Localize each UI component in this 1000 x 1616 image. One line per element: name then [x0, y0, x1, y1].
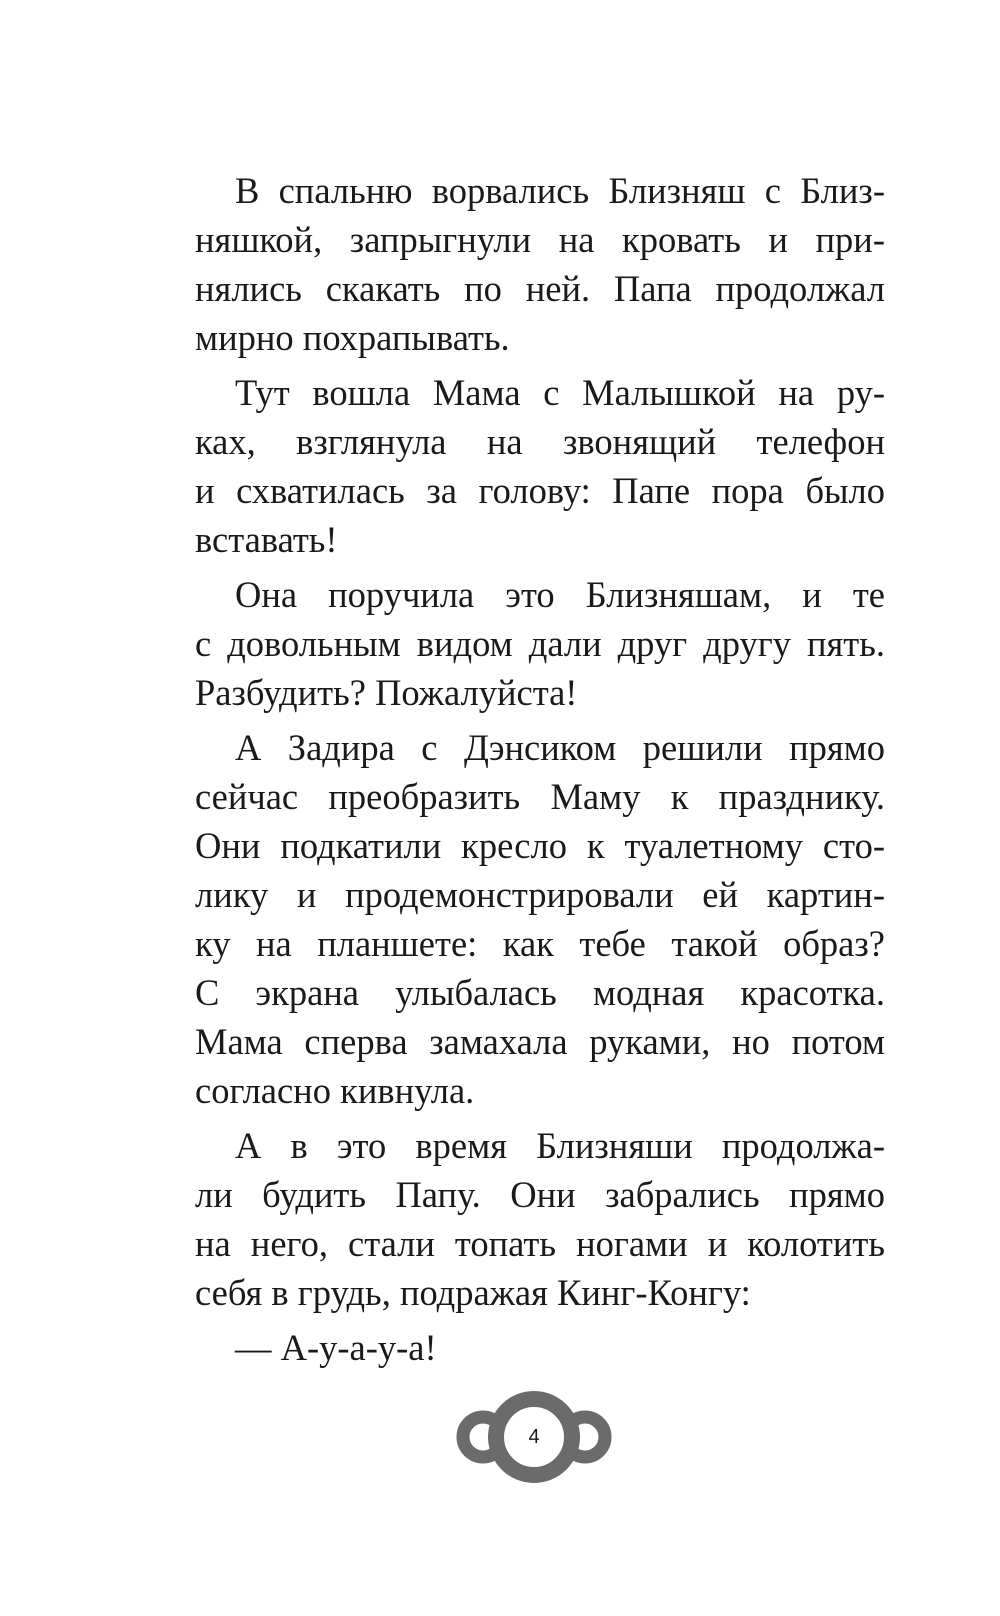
text-line: Она поручила это Близняшам, и те	[235, 574, 885, 615]
text-line: В спальню ворвались Близняш с Близ-	[235, 170, 885, 211]
paragraph	[195, 1323, 885, 1372]
text-line: — А-у-а-у-а!	[235, 1327, 437, 1368]
paragraph	[195, 166, 885, 362]
text-line: Они подкатили кресло к туалетному сто-	[195, 825, 885, 866]
text-line: нялись скакать по ней. Папа продолжал	[195, 268, 885, 309]
text-line: Тут вошла Мама с Малышкой на ру-	[235, 372, 885, 413]
text-line: С экрана улыбалась модная красотка.	[195, 972, 885, 1013]
text-line: Мама сперва замахала руками, но потом	[195, 1021, 885, 1062]
text-line: ку на планшете: как тебе такой образ?	[195, 923, 885, 964]
paragraph	[195, 1121, 885, 1317]
text-line: А Задира с Дэнсиком решили прямо	[235, 727, 885, 768]
text-line: ках, взглянула на звонящий телефон	[195, 421, 885, 462]
text-line: на него, стали топать ногами и колотить	[195, 1223, 885, 1264]
text-line: Разбудить? Пожалуйста!	[195, 672, 578, 713]
page-number-badge	[455, 1382, 613, 1492]
body-text	[195, 166, 885, 1378]
text-line: ли будить Папу. Они забрались прямо	[195, 1174, 885, 1215]
text-line: няшкой, запрыгнули на кровать и при-	[195, 219, 885, 260]
text-line: себя в грудь, подражая Кинг-Конгу:	[195, 1272, 751, 1313]
text-line: А в это время Близняши продолжа-	[235, 1125, 885, 1166]
text-line: с довольным видом дали друг другу пять.	[195, 623, 885, 664]
paragraph	[195, 368, 885, 564]
paragraph	[195, 723, 885, 1115]
text-line: согласно кивнула.	[195, 1070, 475, 1111]
text-line: лику и продемонстрировали ей картин-	[195, 874, 885, 915]
text-line: сейчас преобразить Маму к празднику.	[195, 776, 885, 817]
text-line: мирно похрапывать.	[195, 317, 510, 358]
page-number: 4	[528, 1426, 540, 1448]
paragraph	[195, 570, 885, 717]
text-line: и схватилась за голову: Папе пора было	[195, 470, 885, 511]
text-line: вставать!	[195, 519, 338, 560]
